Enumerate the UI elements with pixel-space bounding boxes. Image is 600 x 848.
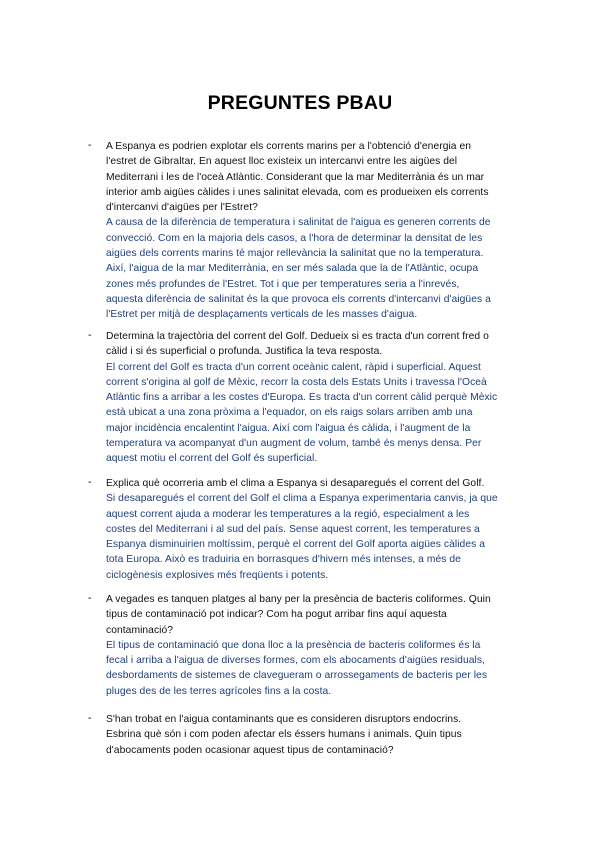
text-line: Així, l'aigua de la mar Mediterrània, en ser més salada que la de l'Atlàntic, ocupa	[106, 263, 479, 275]
page-title: PREGUNTES PBAU	[207, 92, 393, 114]
text-line: l'estret de Gibraltar. En aquest lloc existeix un intercanvi entre les aigües del	[106, 156, 458, 168]
text-line: A causa de la diferència de temperatura i salinitat de l'aigua es generen corrents de	[106, 217, 491, 229]
answer-text	[106, 491, 528, 583]
text-line: El tipus de contaminació que dona lloc a la presència de bacteris coliformes és la	[106, 639, 481, 651]
question-item-3	[88, 476, 528, 583]
text-line: costes del Mediterrani i al sud del país. Sense aquest corrent, les temperatures a	[106, 523, 480, 535]
answer-text	[106, 638, 528, 699]
text-line: Mediterrani i les de l'oceà Atlàntic. Considerant que la mar Mediterrània és un mar	[106, 171, 485, 183]
text-line: està ubicat a una zona pròxima a l'equador, on els raigs solars arriben amb una	[106, 407, 473, 419]
text-line: aquest corrent ajuda a moderar les temperatures a la regió, especialment a les	[106, 508, 470, 520]
text-line: Si desaparegués el corrent del Golf el clima a Espanya experimentaria canvis, ja que	[106, 493, 498, 505]
text-line: tota Europa. Això es traduiria en borrasques d'hivern més intenses, a més de	[106, 554, 461, 566]
text-line: Atlàntic fins a arribar a les costes d'Europa. Es tracta d'un corrent càlid perquè Mèxic	[106, 392, 498, 404]
text-line: càlid i si és superficial o profunda. Justifica la teva resposta.	[106, 346, 383, 358]
text-line: A vegades es tanquen platges al bany per la presència de bacteris coliformes. Quin	[106, 594, 491, 605]
text-line: major incidència encalentint l'aigua. Així com l'aigua és càlida, i l'augment de la	[106, 422, 471, 434]
bullet-dash: -	[88, 139, 92, 151]
bullet-dash: -	[88, 712, 92, 724]
text-line: ciclogènesis explosives més freqüents i potents.	[106, 569, 329, 581]
question-text	[106, 592, 528, 638]
text-line: convecció. Com en la majoria dels casos, a l'hora de determinar la densitat de les	[106, 232, 483, 244]
question-item-2	[88, 329, 528, 467]
question-text	[106, 139, 528, 215]
text-line: zones més profundes de l'Estret. Tot i que per temperatures seria a l'inrevés,	[106, 278, 460, 290]
text-line: interior amb aigües càlides i unes salinitat elevada, com es produeixen els corrents	[106, 186, 489, 198]
text-line: aquest motiu el corrent del Golf és superficial.	[106, 453, 318, 465]
text-line: Explica què ocorreria amb el clima a Espanya si desaparegués el corrent del Golf.	[106, 478, 485, 489]
text-line: l'Estret per mitjà de desplaçaments verticals de les masses d'aigua.	[106, 309, 418, 321]
question-text	[106, 476, 528, 491]
text-line: Determina la trajectòria del corrent del Golf. Dedueix si es tracta d'un corrent fred o	[106, 331, 489, 342]
text-line: S'han trobat en l'aigua contaminants que es consideren disruptors endocrins.	[106, 714, 462, 725]
answer-text	[106, 360, 528, 467]
text-line: aigües dels corrents marins té major rellevància la salinitat que no la temperatura.	[106, 248, 484, 260]
text-line: temperatura va acompanyat d'un augment de volum, també és menys densa. Per	[106, 438, 482, 450]
question-item-4	[88, 592, 528, 699]
text-line: pluges des de les terres agrícoles fins a la costa.	[106, 685, 332, 697]
text-line: El corrent del Golf es tracta d'un corrent oceànic calent, ràpid i superficial. Aquest	[106, 361, 481, 373]
question-text	[106, 712, 528, 758]
question-item-5	[88, 712, 528, 758]
text-line: d'abocaments poden ocasionar aquest tipus de contaminació?	[106, 744, 394, 756]
text-line: d'intercanvi d'aigües per l'Estret?	[106, 202, 258, 214]
bullet-dash: -	[88, 329, 92, 341]
question-text	[106, 329, 528, 360]
text-line: contaminació?	[106, 624, 174, 636]
bullet-dash: -	[88, 476, 92, 488]
question-item-1	[88, 139, 528, 323]
text-line: desbordaments de sistemes de clavegueram o arrossegaments de bacteris per les	[106, 670, 488, 682]
text-line: aquesta diferència de salinitat és la que provoca els corrents d'intercanvi d'aigües a	[106, 293, 491, 305]
answer-text	[106, 215, 528, 322]
text-line: A Espanya es podrien explotar els corrents marins per a l'obtenció d'energia en	[106, 141, 472, 152]
bullet-dash: -	[88, 592, 92, 604]
text-line: tipus de contaminació pot indicar? Com ha pogut arribar fins aquí aquesta	[106, 609, 447, 621]
text-line: Esbrina què són i com poden afectar els éssers humans i animals. Quin tipus	[106, 729, 462, 741]
text-line: corrent s'origina al golf de Mèxic, recorr la costa dels Estats Units i travessa l'Oceà	[106, 376, 487, 388]
text-line: fecal i arriba a l'aigua de diverses formes, com els abocaments d'aigües residuals,	[106, 655, 485, 667]
text-line: Espanya disminuirien moltíssim, perquè el corrent del Golf aporta aigües càlides a	[106, 539, 485, 551]
